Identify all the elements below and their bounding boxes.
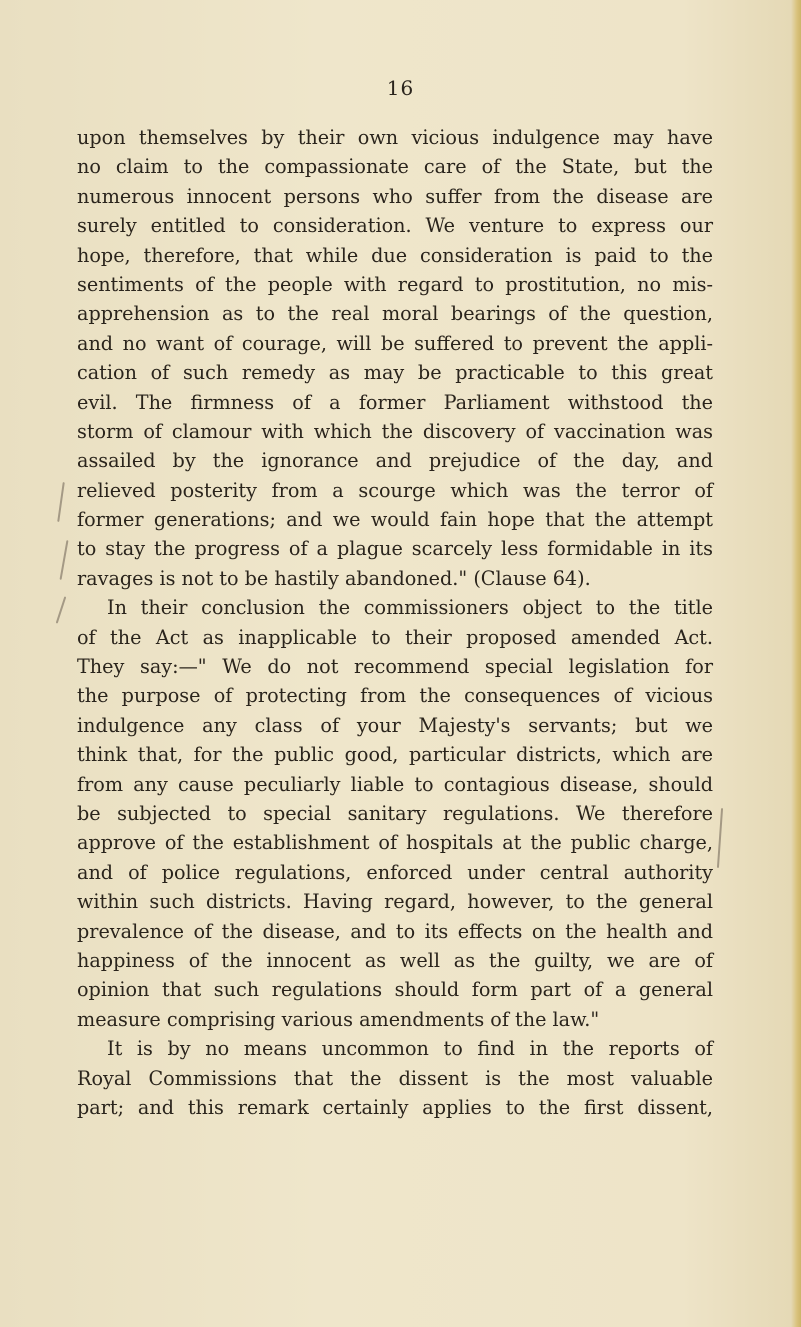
text-line: and no want of courage, will be suffered to prevent the appli-	[77, 331, 713, 355]
text-line: no claim to the compassionate care of the State, but the	[77, 155, 713, 179]
text-line: evil. The firmness of a former Parliament withstood the	[77, 390, 713, 414]
text-line: of the Act as inapplicable to their proposed amended Act.	[77, 625, 713, 649]
text-line: cation of such remedy as may be practicable to this great	[77, 361, 713, 385]
text-line: numerous innocent persons who suffer from the disease are	[77, 184, 713, 208]
text-line: be subjected to special sanitary regulations. We therefore	[77, 801, 713, 825]
margin-pencil-mark	[57, 482, 65, 522]
text-line: They say:—" We do not recommend special legislation for	[77, 655, 713, 679]
page-number: 16	[386, 76, 415, 100]
text-line: and of police regulations, enforced under central authority	[77, 860, 713, 884]
text-line: part; and this remark certainly applies to the first dissent,	[77, 1095, 713, 1119]
text-line: ravages is not to be hastily abandoned." (Clause 64).	[77, 566, 591, 590]
text-line: Royal Commissions that the dissent is the most valuable	[77, 1066, 713, 1090]
text-line: upon themselves by their own vicious indulgence may have	[77, 126, 713, 149]
text-line: from any cause peculiarly liable to contagious disease, should	[77, 772, 713, 796]
text-line: It is by no means uncommon to find in the reports of	[107, 1037, 713, 1061]
margin-pencil-mark	[60, 540, 69, 580]
text-line: In their conclusion the commissioners object to the title	[107, 596, 713, 620]
text-line: to stay the progress of a plague scarcely less formidable in its	[77, 537, 713, 561]
margin-pencil-mark	[56, 596, 67, 623]
text-line: approve of the establishment of hospitals at the public charge,	[77, 831, 713, 855]
text-line: relieved posterity from a scourge which was the terror of	[77, 478, 713, 502]
text-line: happiness of the innocent as well as the guilty, we are of	[77, 948, 713, 972]
text-line: measure comprising various amendments of the law."	[77, 1007, 600, 1031]
text-line: think that, for the public good, particular districts, which are	[77, 743, 713, 767]
text-line: apprehension as to the real moral bearings of the question,	[77, 302, 713, 326]
body-text	[77, 123, 713, 1122]
text-line: sentiments of the people with regard to prostitution, no mis-	[77, 272, 713, 296]
text-line: hope, therefore, that while due consideration is paid to the	[77, 243, 713, 267]
text-line: the purpose of protecting from the consequences of vicious	[77, 684, 713, 708]
text-line: surely entitled to consideration. We venture to express our	[77, 214, 713, 238]
page-edge-shadow	[791, 0, 801, 1327]
text-line: assailed by the ignorance and prejudice of the day, and	[77, 449, 713, 473]
text-line: former generations; and we would fain hope that the attempt	[77, 508, 713, 532]
text-line: storm of clamour with which the discovery of vaccination was	[77, 419, 713, 443]
text-line: prevalence of the disease, and to its effects on the health and	[77, 919, 713, 943]
text-line: within such districts. Having regard, however, to the general	[77, 890, 713, 914]
text-line: opinion that such regulations should form part of a general	[77, 978, 713, 1002]
margin-pencil-mark	[717, 808, 723, 868]
text-line: indulgence any class of your Majesty's servants; but we	[77, 713, 713, 737]
